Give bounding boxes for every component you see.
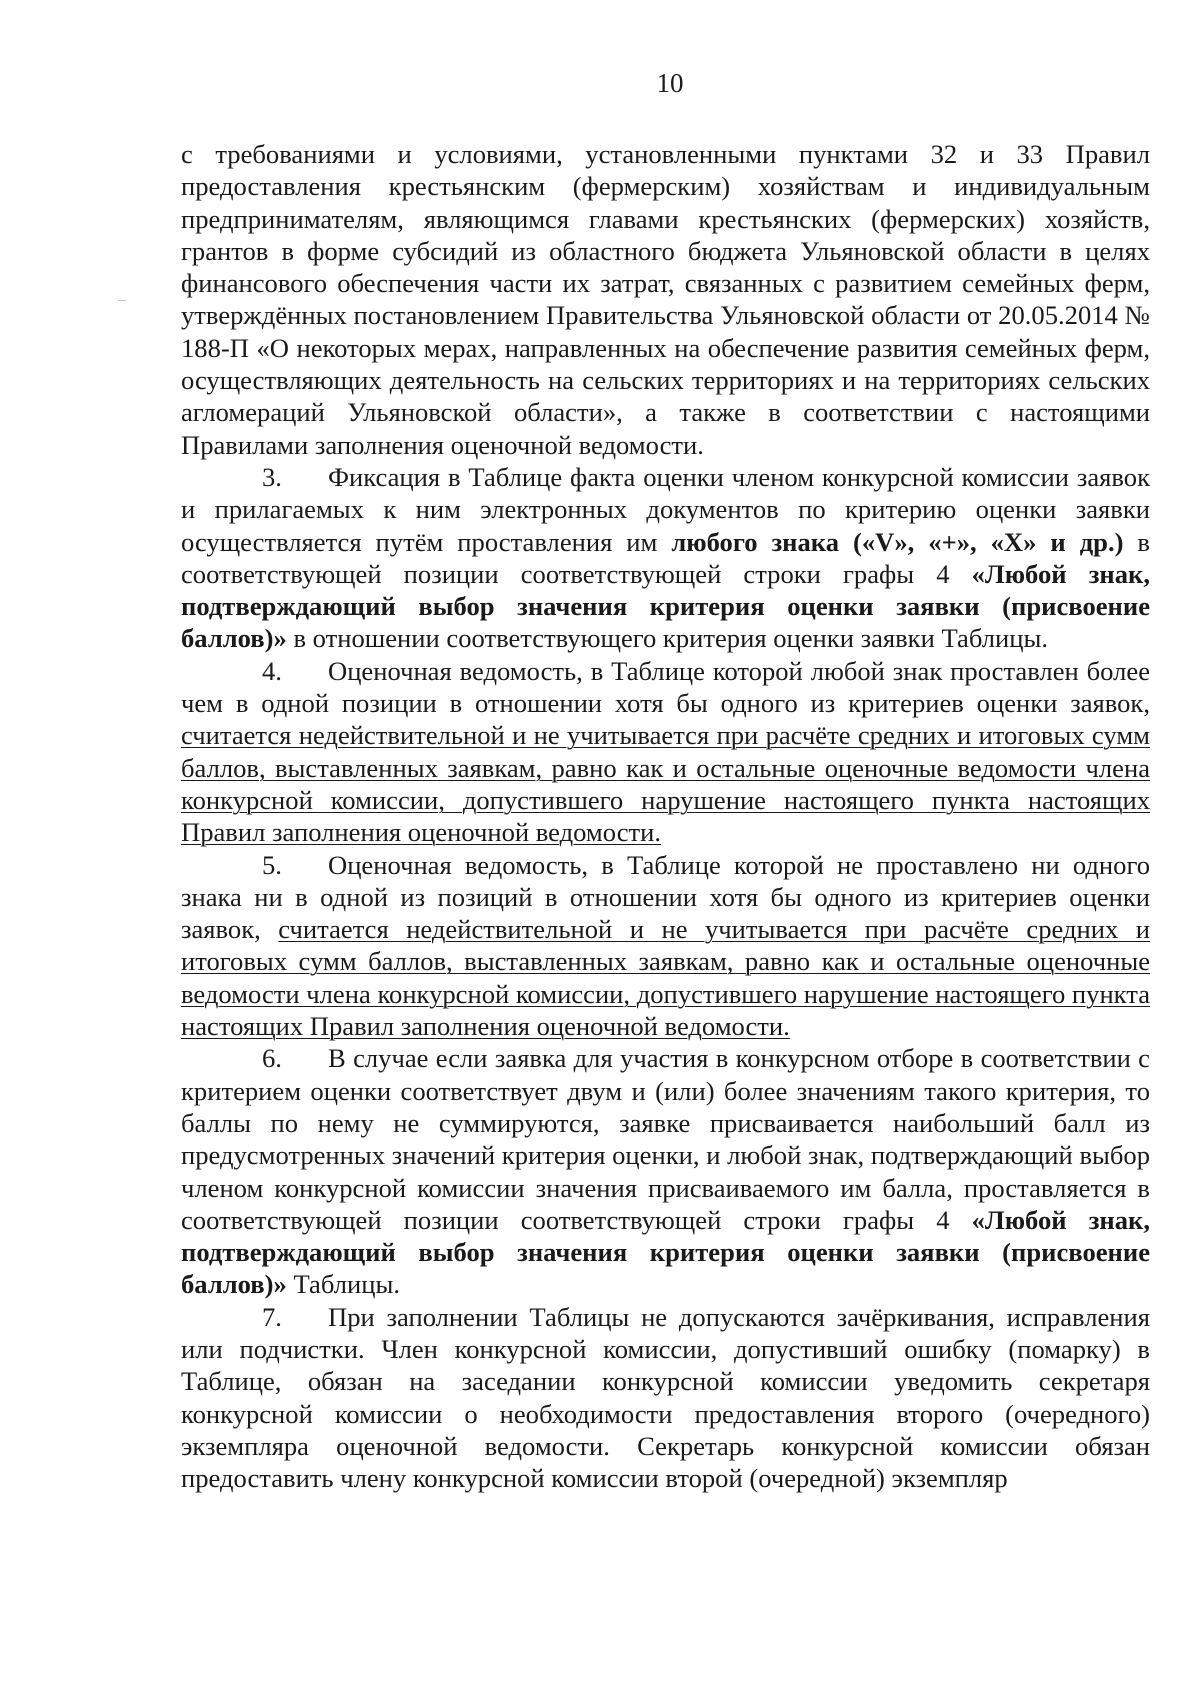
margin-scan-mark — [118, 300, 126, 301]
paragraph-text: Таблицы. — [286, 1269, 400, 1300]
bold-text-column-title: «Любой знак, подтверждающий выбор значения критерия оценки заявки (присвоение баллов)» — [181, 1204, 1150, 1300]
paragraph-text: с требованиями и условиями, установленными пунктами 32 и 33 Правил предоставления крестьянским (фермерским) хозяйствам и индивидуальным предпринимателям, являющимся главами крестьянских (фермерских) хозяйств, грантов в форме субсидий из областного бюджета Ульяновской области в целях финансового обеспечения части их затрат, связанных с развитием семейных ферм, утверждённых постановлением Правительства Ульяновской области от 20.05.2014 № 188-П «О некоторых мерах, направленных на обеспечение развития семейных ферм, осуществляющих деятельность на сельских территориях и на территориях сельских агломераций Ульяновской области», а также в соответствии с настоящими Правилами заполнения оценочной ведомости. — [181, 139, 1150, 460]
paragraph-7 — [181, 1301, 1150, 1495]
paragraph-5 — [181, 849, 1150, 1043]
paragraph-text: В случае если заявка для участия в конкурсном отборе в соответствии с критерием оценки соответствует двум и (или) более значениям такого критерия, то баллы по нему не суммируются, заявке присваивается наибольший балл из предусмотренных значений критерия оценки, и любой знак, подтверждающий выбор членом конкурсной комиссии значения присваиваемого им балла, проставляется в соответствующей позиции соответствующей строки графы 4 — [181, 1043, 1150, 1235]
paragraph-number: 5. — [262, 849, 282, 880]
bold-text-any-sign: любого знака («V», «+», «X» и др.) — [671, 526, 1124, 557]
bold-text-column-title: «Любой знак, подтверждающий выбор значения критерия оценки заявки (присвоение баллов)» — [181, 558, 1150, 654]
paragraph-text: в отношении соответствующего критерия оценки заявки Таблицы. — [286, 623, 1048, 654]
paragraph-text: При заполнении Таблицы не допускаются зачёркивания, исправления или подчистки. Член конкурсной комиссии, допустивший ошибку (помарку) в Таблице, обязан на заседании конкурсной комиссии уведомить секретаря конкурсной комиссии о необходимости предоставления второго (очередного) экземпляра оценочной ведомости. Секретарь конкурсной комиссии обязан предоставить члену конкурсной комиссии второй (очередной) экземпляр — [181, 1301, 1150, 1494]
underlined-text: считается недействительной и не учитывается при расчёте средних и итоговых сумм баллов, выставленных заявкам, равно как и остальные оценочные ведомости члена конкурсной комиссии, допустившего нарушение настоящего пункта настоящих Правил заполнения оценочной ведомости. — [181, 720, 1150, 848]
paragraph-continuation — [181, 138, 1150, 461]
paragraph-text: в соответствующей позиции соответствующей строки графы 4 — [181, 526, 1150, 589]
paragraph-text: Фиксация в Таблице факта оценки членом конкурсной комиссии заявок и прилагаемых к ним электронных документов по критерию оценки заявки осуществляется путём проставления им — [181, 461, 1150, 557]
paragraph-3 — [181, 461, 1150, 655]
page-number: 10 — [656, 68, 684, 98]
paragraph-number: 4. — [262, 655, 282, 686]
paragraph-text: Оценочная ведомость, в Таблице которой любой знак проставлен более чем в одной позиции в отношении хотя бы одного из критериев оценки заявок, — [181, 655, 1150, 719]
paragraph-6 — [181, 1042, 1150, 1300]
paragraph-number: 7. — [262, 1301, 282, 1332]
underlined-text: считается недействительной и не учитывается при расчёте средних и итоговых сумм баллов, выставленных заявкам, равно как и остальные оценочные ведомости члена конкурсной комиссии, допустившего нарушение настоящего пункта настоящих Правил заполнения оценочной ведомости. — [181, 914, 1150, 1042]
paragraph-number: 3. — [262, 461, 282, 492]
paragraph-number: 6. — [262, 1043, 282, 1074]
document-body — [181, 138, 1150, 1494]
paragraph-text: Оценочная ведомость, в Таблице которой не проставлено ни одного знака ни в одной из позиций в отношении хотя бы одного из критериев оценки заявок, — [181, 849, 1150, 945]
paragraph-4 — [181, 655, 1150, 849]
